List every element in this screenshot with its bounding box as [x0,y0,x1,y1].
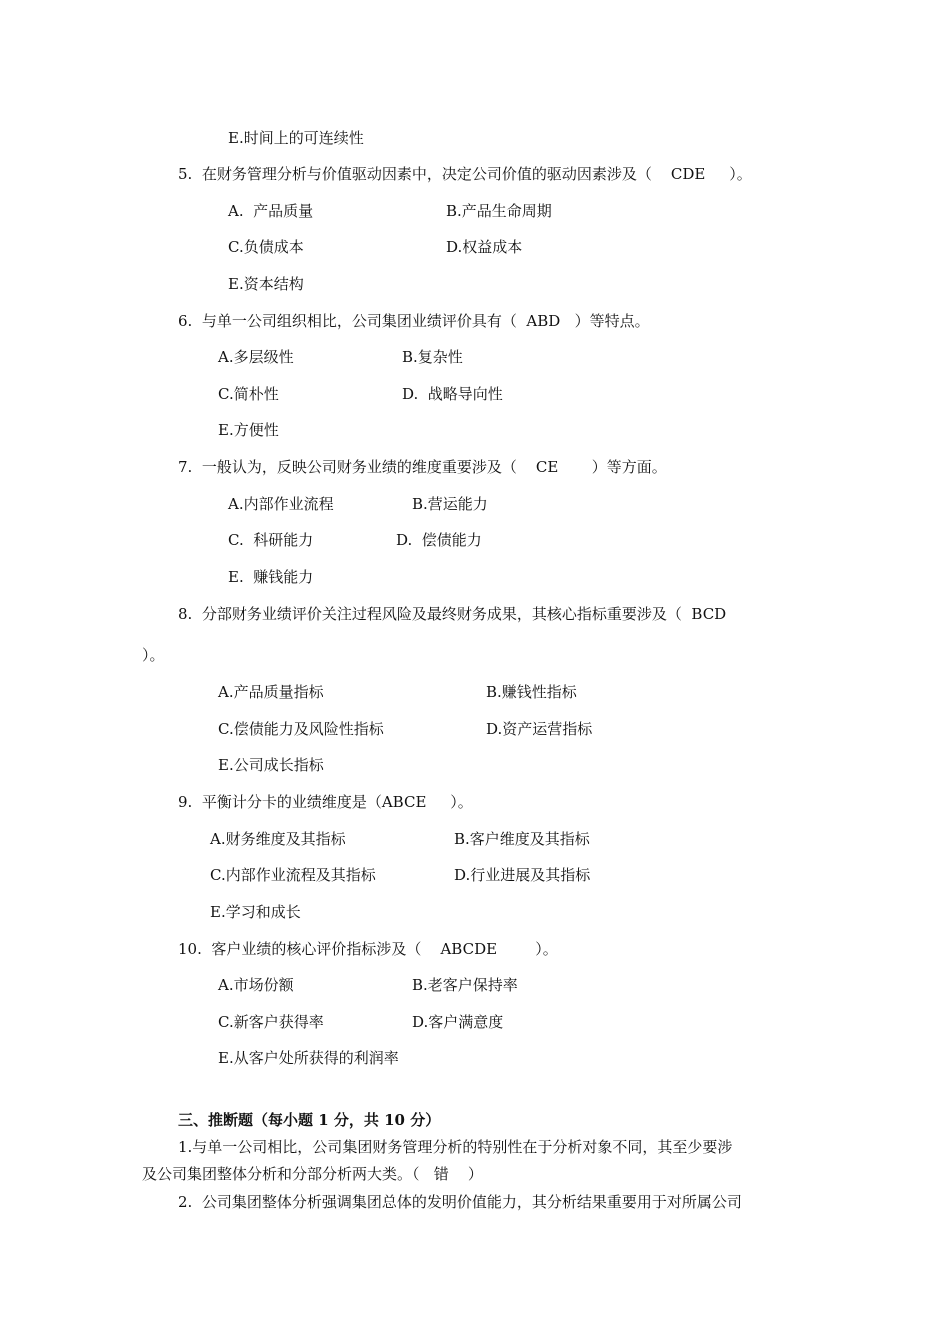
q4-option-e: E.时间上的可连续性 [228,129,364,147]
q6-stem: 6. 与单一公司组织相比，公司集团业绩评价具有（ ABD ）等特点。 [178,312,650,330]
q6-option-b: B.复杂性 [402,348,463,366]
q8-option-c: C.偿债能力及风险性指标 [218,720,384,738]
q8-stem: 8. 分部财务业绩评价关注过程风险及最终财务成果，其核心指标重要涉及（ BCD [178,605,727,623]
q7-option-d: D. 偿债能力 [396,531,482,549]
q8-option-e: E.公司成长指标 [218,756,324,774]
q8-option-b: B.赚钱性指标 [486,683,577,701]
q10-option-e: E.从客户处所获得的利润率 [218,1049,399,1067]
q5-option-d: D.权益成本 [446,238,523,256]
q8-option-d: D.资产运营指标 [486,720,593,738]
q7-option-b: B.营运能力 [412,495,488,513]
q8-option-a: A.产品质量指标 [218,683,324,701]
q9-option-c: C.内部作业流程及其指标 [210,866,376,884]
q7-option-c: C. 科研能力 [228,531,314,549]
q10-option-d: D.客户满意度 [412,1013,504,1031]
section-3-heading: 三、推断题（每小题 1 分，共 10 分） [178,1111,441,1129]
q9-option-a: A.财务维度及其指标 [210,830,346,848]
q8-stem-continued: ）。 [142,646,165,664]
q5-option-c: C.负债成本 [228,238,304,256]
q6-option-e: E.方便性 [218,421,279,439]
q9-option-d: D.行业进展及其指标 [454,866,591,884]
q5-stem: 5. 在财务管理分析与价值驱动因素中，决定公司价值的驱动因素涉及（ CDE ）。 [178,165,752,183]
q9-option-e: E.学习和成长 [210,903,301,921]
q7-option-a: A.内部作业流程 [228,495,334,513]
section-3-item-2-line-1: 2. 公司集团整体分析强调集团总体的发明价值能力，其分析结果重要用于对所属公司 [178,1193,742,1211]
q7-option-e: E. 赚钱能力 [228,568,314,586]
q10-option-c: C.新客户获得率 [218,1013,324,1031]
q5-option-a: A. 产品质量 [228,202,314,220]
q10-option-a: A.市场份额 [218,976,294,994]
q6-option-c: C.简朴性 [218,385,279,403]
q9-stem: 9. 平衡计分卡的业绩维度是（ABCE ）。 [178,793,473,811]
q7-stem: 7. 一般认为，反映公司财务业绩的维度重要涉及（ CE ）等方面。 [178,458,667,476]
q6-option-d: D. 战略导向性 [402,385,503,403]
q9-option-b: B.客户维度及其指标 [454,830,590,848]
q5-option-b: B.产品生命周期 [446,202,552,220]
section-3-item-1-line-1: 1.与单一公司相比，公司集团财务管理分析的特别性在于分析对象不同，其至少要涉 [178,1138,733,1156]
q10-stem: 10. 客户业绩的核心评价指标涉及（ ABCDE ）。 [178,940,558,958]
q5-option-e: E.资本结构 [228,275,304,293]
section-3-item-1-line-2: 及公司集团整体分析和分部分析两大类。（ 错 ） [142,1165,483,1183]
q6-option-a: A.多层级性 [218,348,294,366]
q10-option-b: B.老客户保持率 [412,976,518,994]
